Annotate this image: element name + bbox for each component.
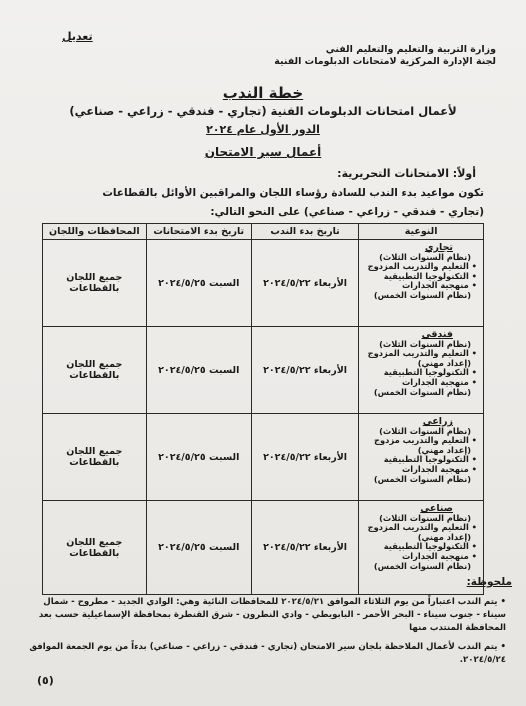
exam-date-cell: السبت ٢٠٢٤/٥/٢٥ [146,327,251,414]
type-line: • منهجية الجدارات [361,552,477,562]
note-item: • يتم الندب اعتباراً من يوم الثلاثاء الموافق ٢٠٢٤/٥/٢١ للمحافظات النائية وهي: الوادي الجديد - مطروح - شمال سيناء - جنوب سيناء - البحر الأحمر - البابويطي - وادي النطرون - شرق القنطرة بمحافظة الإسماعيلية حسب بعد المحافظة المنتدب منها [26,596,506,635]
committees-cell: جميع اللجان بالقطاعات [43,501,147,595]
type-line: • منهجية الجدارات [361,465,477,475]
notes-heading: ملحوظة: [466,576,512,588]
type-cell [359,327,484,414]
note-item: • يتم الندب لأعمال الملاحظة بلجان سير الامتحان (تجاري - فندقي - زراعي - صناعي) بدءاً من يوم الجمعة الموافق ٢٠٢٤/٥/٢٤. [26,641,506,667]
header-type: النوعية [359,224,484,240]
type-line: (نظام السنوات الخمس) [373,386,471,397]
type-line: (إعداد مهني) [417,357,471,368]
start-date-cell: الأربعاء ٢٠٢٤/٥/٢٢ [251,414,358,501]
type-name: صناعي [420,503,453,514]
exam-round: الدور الأول عام ٢٠٢٤ [206,123,320,136]
type-line: (نظام السنوات الثلاث) [379,425,471,436]
exam-date-cell: السبت ٢٠٢٤/٥/٢٥ [146,240,251,327]
type-line: • التكنولوجيا التطبيقية [361,542,477,552]
type-name: تجاري [424,242,453,253]
table-row [43,240,484,327]
page-subtitle: لأعمال امتحانات الدبلومات الفنية (تجاري - فندقي - زراعي - صناعي) [69,104,457,118]
committee-name: لجنة الإدارة المركزية لامتحانات الدبلومات الفنية [274,56,496,67]
type-line: (إعداد مهني) [417,444,471,455]
intro-line-1: تكون مواعيد بدء الندب للسادة رؤساء اللجان والمراقبين الأوائل بالقطاعات [102,187,484,199]
type-line: (نظام السنوات الخمس) [373,473,471,484]
type-line: • التعليم والتدريب مزدوج [361,436,477,446]
type-line: • منهجية الجدارات [361,281,477,291]
start-date-cell: الأربعاء ٢٠٢٤/٥/٢٢ [251,501,358,595]
header-exam-date: تاريخ بدء الامتحانات [146,224,251,240]
table-row [43,327,484,414]
page-title: خطة الندب [222,84,304,102]
ministry-name: وزارة التربية والتعليم والتعليم الفني [325,44,496,55]
section-work-title: أعمال سير الامتحان [204,145,322,159]
type-cell [359,240,484,327]
type-line: • التعليم والتدريب المزدوج [361,349,477,359]
header-start-date: تاريخ بدء الندب [251,224,358,240]
start-date-cell: الأربعاء ٢٠٢٤/٥/٢٢ [251,240,358,327]
table-row [43,414,484,501]
type-line: (نظام السنوات الثلاث) [379,251,471,262]
header-committees: المحافظات واللجان [43,224,147,240]
exam-date-cell: السبت ٢٠٢٤/٥/٢٥ [146,501,251,595]
edit-tag: تعديل [62,30,93,43]
type-line: (نظام السنوات الخمس) [373,289,471,300]
notes-list [26,596,506,667]
committees-cell: جميع اللجان بالقطاعات [43,414,147,501]
type-name: فندقي [421,329,453,340]
type-line: (نظام السنوات الثلاث) [379,338,471,349]
committees-cell: جميع اللجان بالقطاعات [43,240,147,327]
table-row [43,501,484,595]
type-line: • التكنولوجيا التطبيقية [361,368,477,378]
schedule-table [42,223,484,595]
type-line: (إعداد مهني) [417,531,471,542]
type-line: • التعليم والتدريب المزدوج [361,523,477,533]
type-line: (نظام السنوات الثلاث) [379,512,471,523]
intro-line-2: (تجاري - فندقي - زراعي - صناعي) على النحو التالي: [210,206,484,218]
type-cell [359,414,484,501]
start-date-cell: الأربعاء ٢٠٢٤/٥/٢٢ [251,327,358,414]
table-header-row [43,224,484,240]
type-line: • التعليم والتدريب المزدوج [361,262,477,272]
type-line: • التكنولوجيا التطبيقية [361,455,477,465]
page-number: (٥) [37,674,54,687]
ministry-header [274,44,496,68]
type-line: • التكنولوجيا التطبيقية [361,272,477,282]
type-name: زراعي [422,416,453,427]
type-line: • منهجية الجدارات [361,378,477,388]
type-cell [359,501,484,595]
section-first-heading: أولاً: الامتحانات التحريرية: [337,167,476,180]
exam-date-cell: السبت ٢٠٢٤/٥/٢٥ [146,414,251,501]
type-line: (نظام السنوات الخمس) [373,560,471,571]
committees-cell: جميع اللجان بالقطاعات [43,327,147,414]
